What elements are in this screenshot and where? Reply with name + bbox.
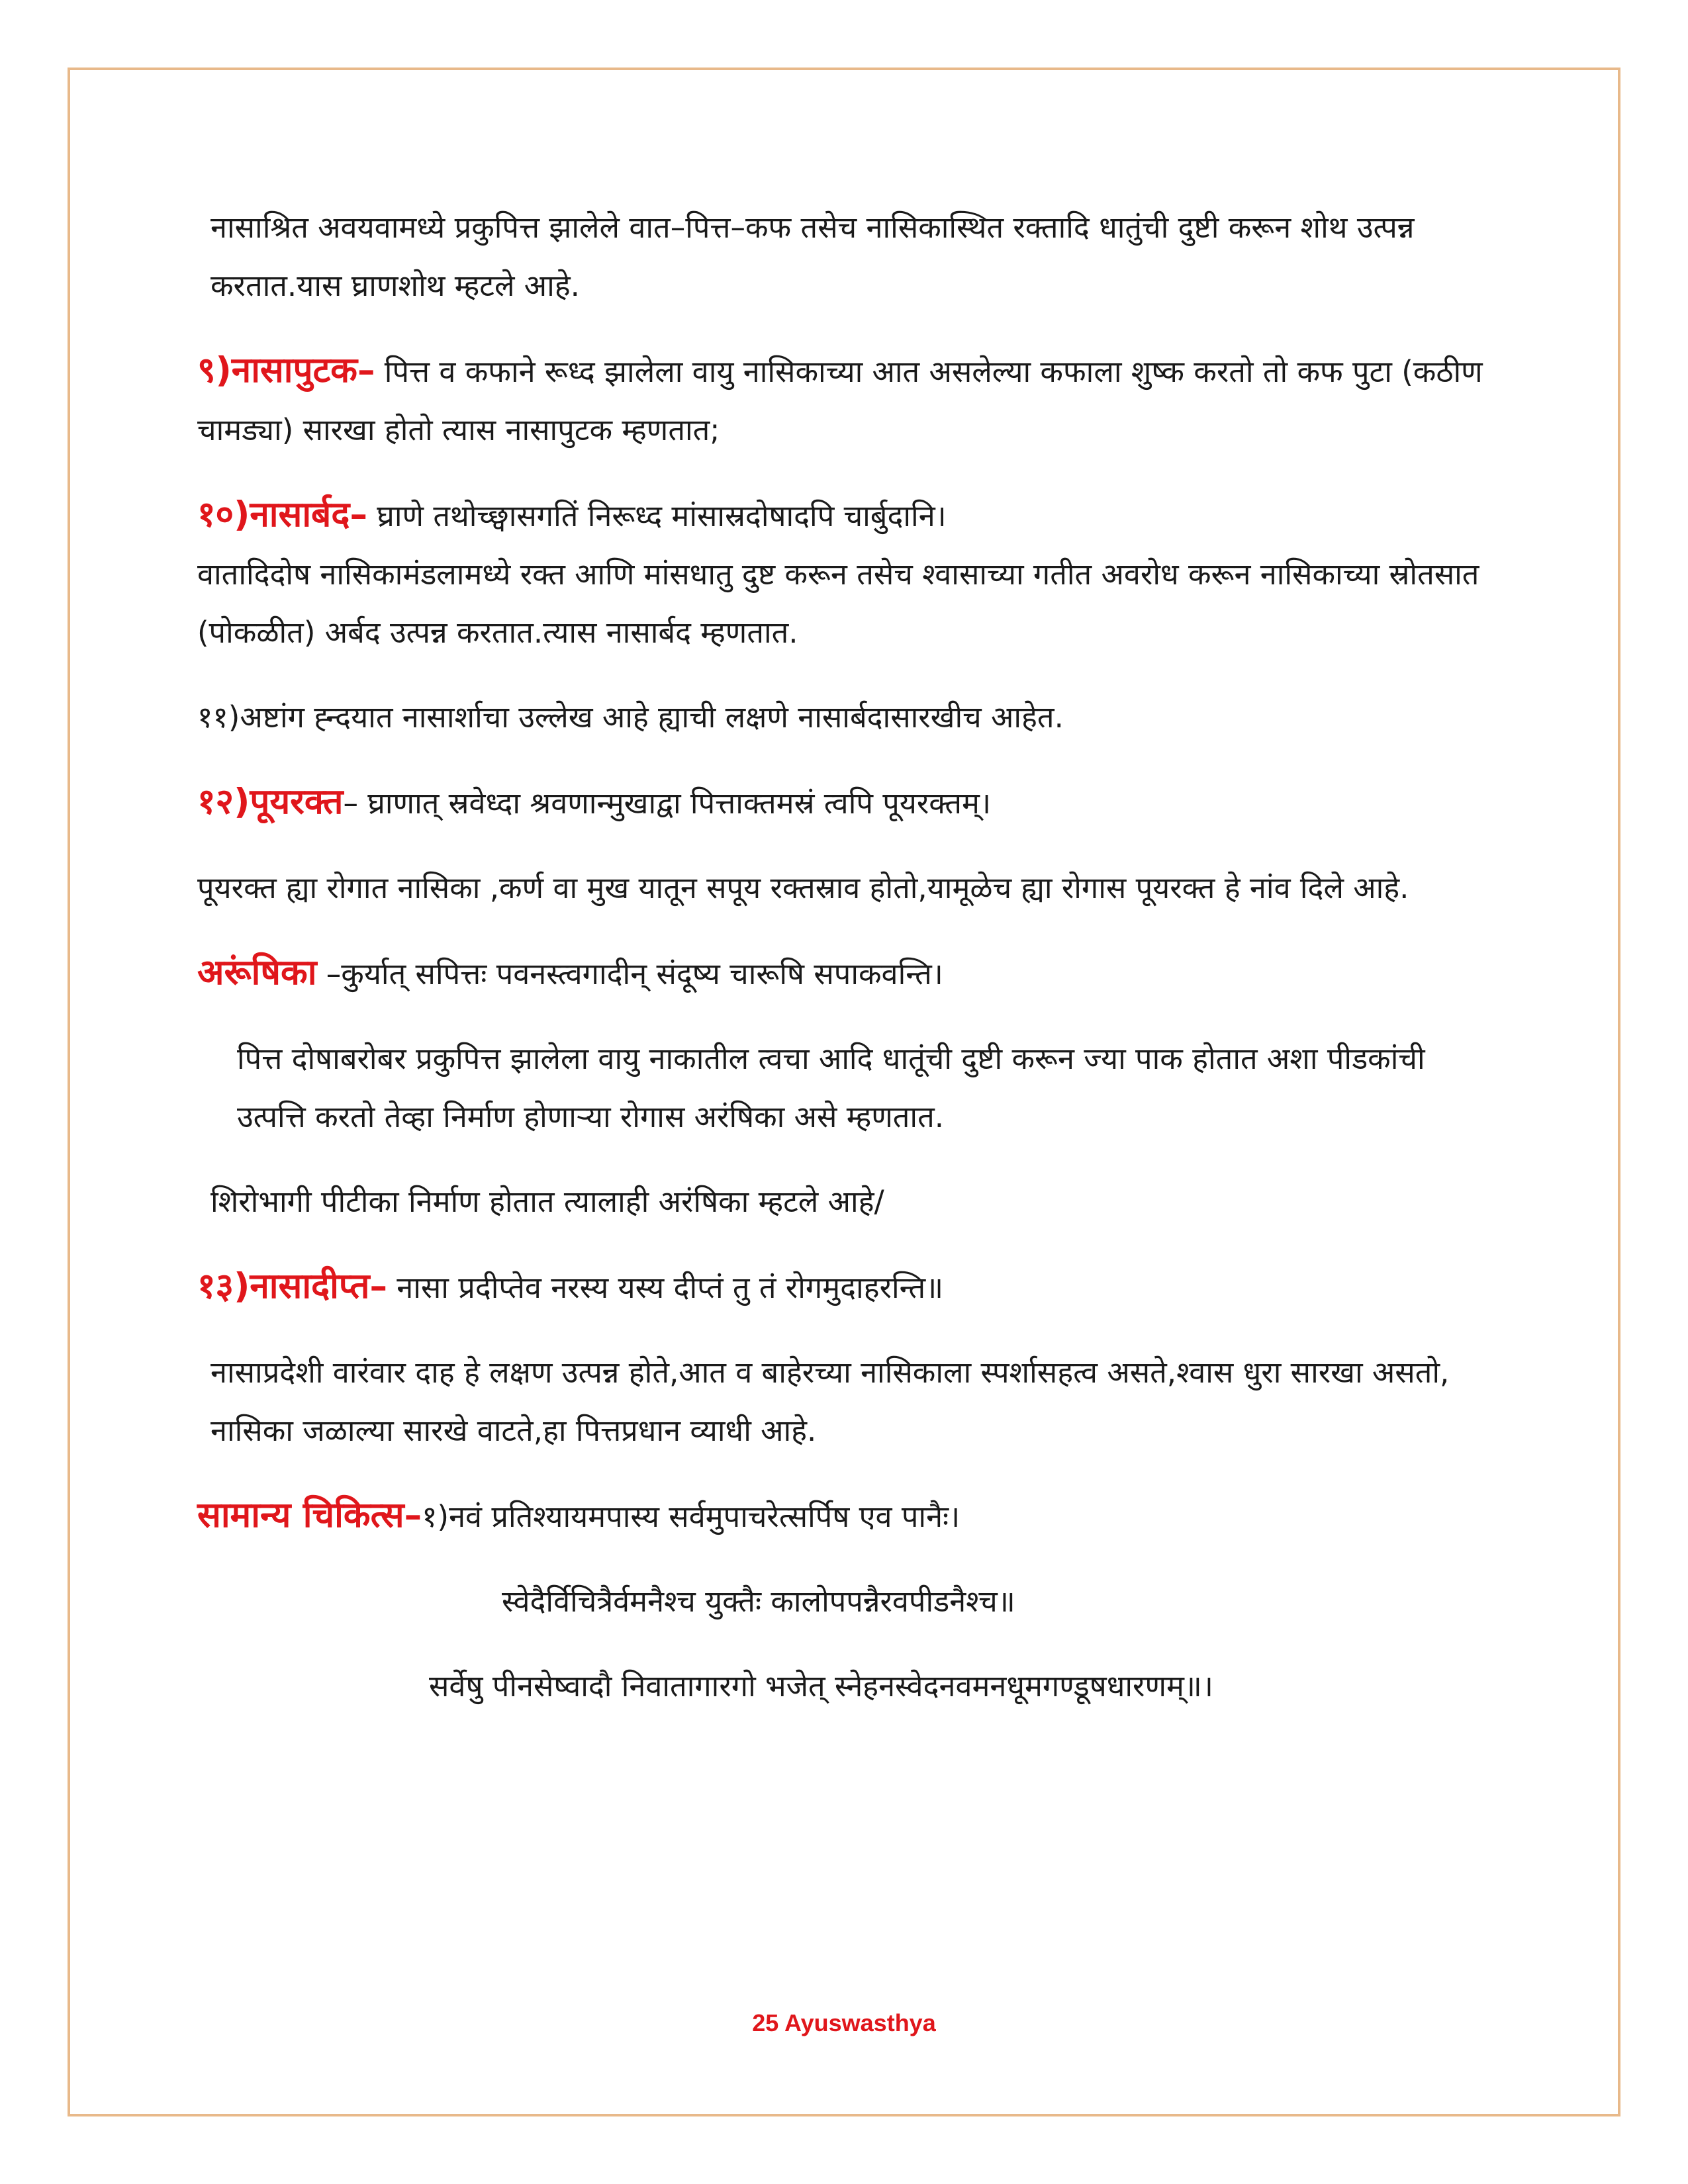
paragraph-samanya-chikitsa — [197, 1486, 1495, 1546]
heading-nasadipta: १३)नासादीप्त– — [197, 1266, 387, 1306]
paragraph-shirobhagi: शिरोभागी पीटीका निर्माण होतात त्यालाही अरंषिका म्हटले आहे/ — [211, 1184, 884, 1219]
paragraph-arunshika: पित्त दोषाबरोबर प्रकुपित्त झालेला वायु नाकातील त्वचा आदि धातूंची दुष्टी करून ज्या पाक होतात अशा पीडकांची उत्पत्ति करतो तेव्हा निर्माण होणाऱ्या रोगास अरंषिका असे म्हणतात. — [237, 1041, 1425, 1134]
paragraph-ashtanga: ११)अष्टांग ह्न्दयात नासार्शाचा उल्लेख आहे ह्याची लक्षणे नासार्बदासारखीच आहेत. — [197, 700, 1064, 735]
verse-nasarbuda: घ्राणे तथोच्छ्वासगतिं निरूध्द मांसास्रदोषादपि चार्बुदानि। — [367, 498, 947, 533]
heading-samanya-chikitsa: सामान्य चिकित्स– — [197, 1495, 422, 1535]
verse-chikitsa-1: १)नवं प्रतिश्यायमपास्य सर्वमुपाचरेत्सर्पिष एव पानैः। — [422, 1499, 961, 1534]
verse-arunshika: –कुर्यात् सपित्तः पवनस्त्वगादीन् संदूष्य चारूषि सपाकवन्ति। — [316, 956, 943, 991]
verse-nasadipta: नासा प्रदीप्तेव नरस्य यस्य दीप्तं तु तं रोगमुदाहरन्ति॥ — [387, 1270, 944, 1305]
page-content — [197, 199, 1495, 1742]
paragraph-nasadipta: नासाप्रदेशी वारंवार दाह हे लक्षण उत्पन्न होते,आत व बाहेरच्या नासिकाला स्पर्शासहत्व असते,श्वास धुरा सारखा असतो, नासिका जळाल्या सारखे वाटते,हा पित्तप्रधान व्याधी आहे. — [211, 1355, 1450, 1448]
paragraph-ghranashotha: नासाश्रित अवयवामध्ये प्रकुपित्त झालेले वात–पित्त–कफ तसेच नासिकास्थित रक्तादि धातुंची दुष्टी करून शोथ उत्पन्न करतात.यास घ्राणशोथ म्हटले आहे. — [211, 210, 1415, 303]
paragraph-nasarbuda: १०)नासार्बद– घ्राणे तथोच्छ्वासगतिं निरूध्द मांसास्रदोषादपि चार्बुदानि। वातादिदोष नासिकामंडलामध्ये रक्त आणि मांसधातु दुष्ट करून तसेच श्वासाच्या गतीत अवरोध करून नासिकाच्या स्रोतसात (पोकळीत) अर्बद उत्पन्न करतात.त्यास नासार्बद म्हणतात. — [197, 494, 1479, 650]
verse-chikitsa-3: सर्वेषु पीनसेष्वादौ निवातागारगो भजेत् स्नेहनस्वेदनवमनधूमगण्डूषधारणम्॥। — [429, 1668, 1213, 1704]
page-footer: 25 Ayuswasthya — [752, 2009, 936, 2036]
heading-arunshika: अरूंषिका — [197, 952, 317, 993]
paragraph-puyarakta: पूयरक्त ह्या रोगात नासिका ,कर्ण वा मुख यातून सपूय रक्तस्राव होतो,यामूळेच ह्या रोगास पूयरक्त हे नांव दिले आहे. — [197, 870, 1409, 905]
heading-nasarbuda: १०)नासार्बद– — [197, 494, 367, 535]
paragraph-arunshika-verse — [197, 944, 1495, 1003]
verse-chikitsa-2: स्वेदैर्विचित्रैर्वमनैश्च युक्तैः कालोपपन्नैरवपीडनैश्च॥ — [502, 1584, 1015, 1619]
verse-puyarakta: – घ्राणात् स्रवेध्दा श्रवणान्मुखाद्वा पित्ताक्तमस्रं त्वपि पूयरक्तम्। — [343, 786, 992, 821]
heading-nasaputaka: ९)नासापुटक– — [197, 350, 375, 390]
heading-puyarakta: १२)पूयरक्त — [197, 782, 344, 822]
paragraph-puyarakta-verse — [197, 773, 1495, 833]
paragraph-nasaputaka: ९)नासापुटक– पित्त व कफाने रूध्द झालेला वायु नासिकाच्या आत असलेल्या कफाला शुष्क करतो तो कफ पुटा (कठीण चामड्या) सारखा होतो त्यास नासापुटक म्हणतात; — [197, 350, 1483, 447]
paragraph-nasadipta-verse — [197, 1257, 1495, 1317]
